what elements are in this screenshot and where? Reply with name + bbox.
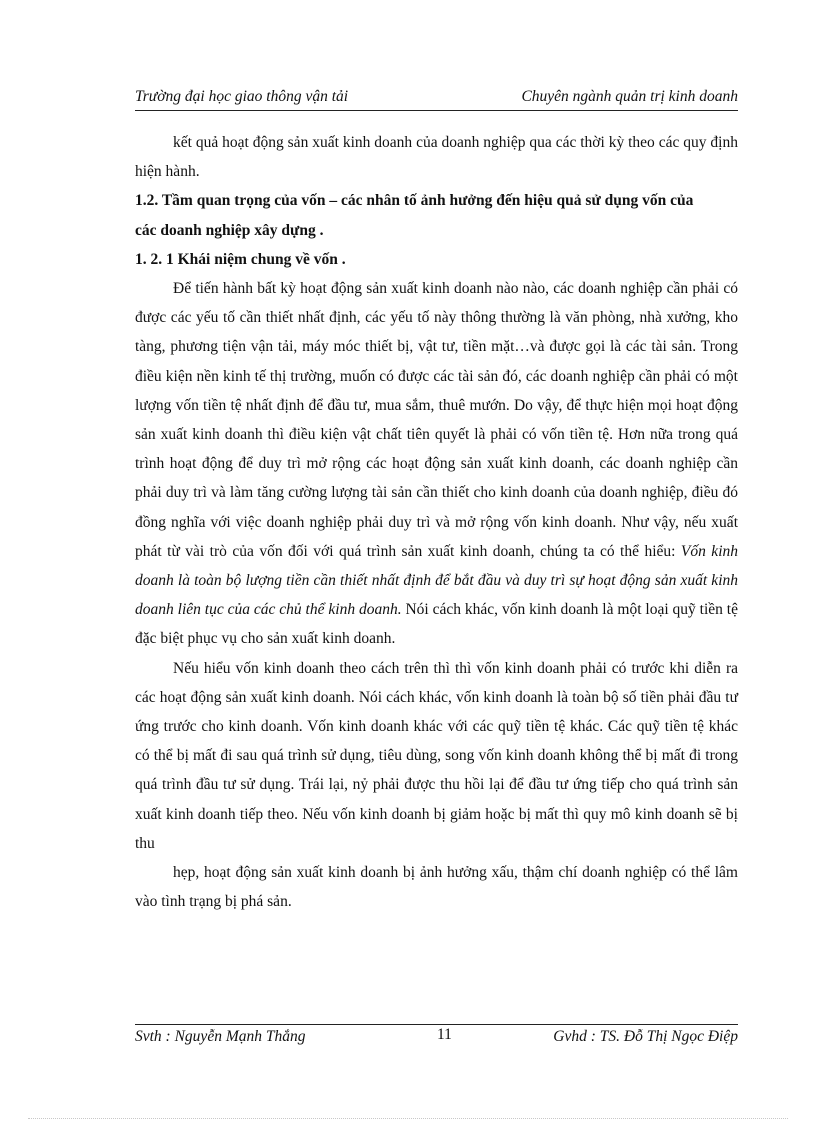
section-heading-1-2: 1.2. Tầm quan trọng của vốn – các nhân tố ảnh hưởng đến hiệu quả sử dụng vốn của các doanh nghiệp xây dựng . — [135, 192, 694, 239]
header-major: Chuyên ngành quản trị kinh doanh — [521, 88, 738, 105]
page-number: 11 — [437, 1026, 452, 1043]
paragraph-text: Nói cách khác, vốn kinh doanh là một loại quỹ tiền tệ đặc biệt phục vụ cho sản xuất kinh doanh. — [135, 601, 738, 648]
paragraph-text: Để tiến hành bất kỳ hoạt động sản xuất kinh doanh nào nào, các doanh nghiệp cần phải có được các yếu tố cần thiết nhất định, các yếu tố này thông thường là văn phòng, nhà xưởng, kho tàng, phương tiện vận tải, máy móc thiết bị, vật tư, tiền mặt…và được gọi là các tài sản. Trong điều kiện nền kinh tế thị trường, muốn có được các tài sản đó, các doanh nghiệp cần phải có một lượng vốn tiền tệ nhất định để đầu tư, mua sắm, thuê mướn. Do vậy, để thực hiện mọi hoạt động sản xuất kinh doanh thì điều kiện vật chất tiên quyết là phải có vốn tiền tệ. Hơn nữa trong quá trình hoạt động để duy trì mở rộng các hoạt động sản xuất kinh doanh, các doanh nghiệp cần phải duy trì và làm tăng cường lượng tài sản cần thiết cho kinh doanh của doanh nghiệp, điều đó đồng nghĩa với việc doanh nghiệp phải duy trì và mở rộng vốn kinh doanh. Như vậy, nếu xuất phát từ vài trò của vốn đối với quá trình sản xuất kinh doanh, chúng ta có thể hiểu: — [135, 280, 738, 560]
footer-student: Svth : Nguyễn Mạnh Thắng — [135, 1028, 306, 1045]
header-university: Trường đại học giao thông vận tải — [135, 88, 349, 105]
capital-definition: Vốn kinh doanh là toàn bộ lượng tiền cần thiết nhất định để bắt đầu và duy trì sự hoạt động sản xuất kinh doanh liên tục của các chủ thể kinh doanh. — [135, 542, 738, 619]
footer-advisor: Gvhd : TS. Đỗ Thị Ngọc Điệp — [553, 1028, 738, 1045]
page-body — [135, 128, 738, 916]
paragraph-bankruptcy: hẹp, hoạt động sản xuất kinh doanh bị ảnh hưởng xấu, thậm chí doanh nghiệp có thể lâm vào tình trạng bị phá sản. — [135, 864, 738, 911]
paragraph-continuation: kết quả hoạt động sản xuất kinh doanh của doanh nghiệp qua các thời kỳ theo các quy định hiện hành. — [135, 134, 738, 181]
footer-divider — [135, 1024, 738, 1025]
page-footer — [135, 1028, 738, 1050]
page-edge-divider — [28, 1118, 788, 1119]
paragraph-capital-advance: Nếu hiểu vốn kinh doanh theo cách trên thì thì vốn kinh doanh phải có trước khi diễn ra các hoạt động sản xuất kinh doanh. Nói cách khác, vốn kinh doanh là toàn bộ số tiền phải đầu tư ứng trước cho kinh doanh. Vốn kinh doanh khác với các quỹ tiền tệ khác. Các quỹ tiền tệ khác có thể bị mất đi sau quá trình sử dụng, tiêu dùng, song vốn kinh doanh không thể bị mất đi trong quá trình đầu tư sử dụng. Trái lại, nỷ phải được thu hồi lại để đầu tư ứng tiếp cho quá trình sản xuất kinh doanh tiếp theo. Nếu vốn kinh doanh bị giảm hoặc bị mất thì quy mô kinh doanh sẽ bị thu — [135, 659, 738, 852]
paragraph-capital-concept — [135, 274, 738, 654]
subsection-heading-1-2-1: 1. 2. 1 Khái niệm chung về vốn . — [135, 250, 346, 268]
page-header — [135, 88, 738, 111]
